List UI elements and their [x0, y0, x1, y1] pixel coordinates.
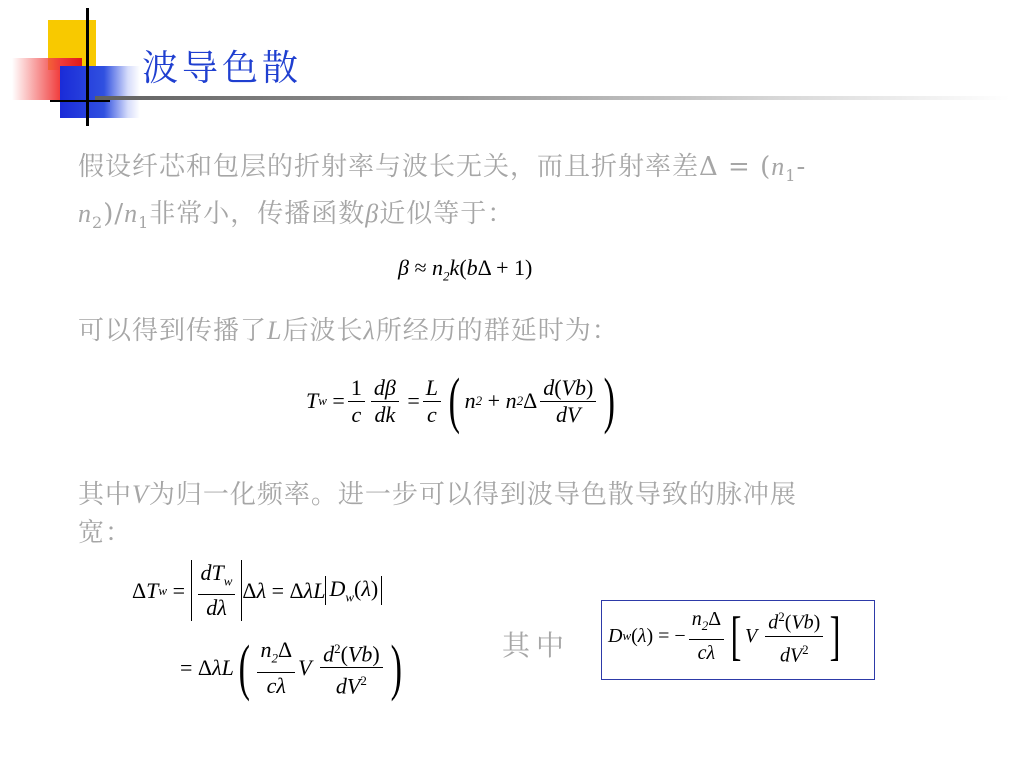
symbol-beta: β — [365, 199, 380, 229]
paragraph-1 — [78, 148, 806, 242]
logo-horizontal-line — [50, 100, 110, 102]
symbol-n: n — [771, 152, 786, 181]
p1-slash: )/ — [103, 199, 125, 230]
subscript-1: 1 — [138, 213, 150, 233]
where-label: 其中 — [502, 629, 571, 662]
logo-blue-square — [60, 66, 140, 118]
symbol-lambda: λ — [363, 316, 376, 345]
p1-dash: - — [796, 152, 807, 182]
equation-beta-approx: $\beta \approx n_2k(b\Delta + 1)$ — [398, 255, 533, 284]
p1-text-b: 非常小，传播函数 — [149, 199, 366, 230]
p2-text-b: 后波长 — [282, 316, 364, 346]
paragraph-2 — [78, 312, 619, 350]
p3-text-b: 为归一化频率。进一步可以得到波导色散导致的脉冲展 — [148, 480, 797, 510]
p2-text-a: 可以得到传播了 — [78, 316, 268, 346]
title-underline — [95, 96, 1010, 100]
slide-title: 波导色散 — [142, 48, 303, 89]
p2-text-c: 所经历的群延时为： — [375, 316, 619, 346]
p1-text-c: 近似等于： — [379, 199, 515, 230]
paragraph-3 — [78, 476, 797, 552]
equation-dispersion-parameter: D w ( λ ) = − $\frac{n_2\Delta}{c\lambda}$ [ V $\frac{d^2(Vb)}{dV^2}$ ] — [608, 604, 844, 668]
symbol-L: L — [267, 316, 283, 345]
equation-pulse-broadening-expanded: = Δ λL ( $\frac{n_2\Delta}{c\lambda}$ V $\frac{d^2(Vb)}{dV^2}$ ) — [180, 633, 402, 702]
p3-text-a: 其中 — [78, 480, 133, 510]
symbol-n: n — [124, 199, 139, 229]
equation-pulse-broadening: Δ T w = $\frac{dT_w}{d\lambda}$ Δ λ = Δ λL $D_w(\lambda)$ — [132, 560, 382, 621]
symbol-V: V — [132, 480, 149, 509]
logo-vertical-line — [86, 8, 89, 126]
subscript-2: 2 — [92, 213, 104, 233]
subscript-1: 1 — [785, 166, 797, 186]
p1-text-a: 假设纤芯和包层的折射率与波长无关，而且折射率差Δ = ( — [78, 152, 772, 182]
symbol-n: n — [78, 199, 92, 229]
equation-group-delay: T w = $\frac{1}{c}$ $\frac{d\beta}{dk}$ = $\frac{L}{c}$ ( n 2 + n 2 Δ $\frac{d(Vb)}{dV}$ ) — [306, 367, 616, 435]
p3-text-c: 宽： — [78, 518, 133, 548]
